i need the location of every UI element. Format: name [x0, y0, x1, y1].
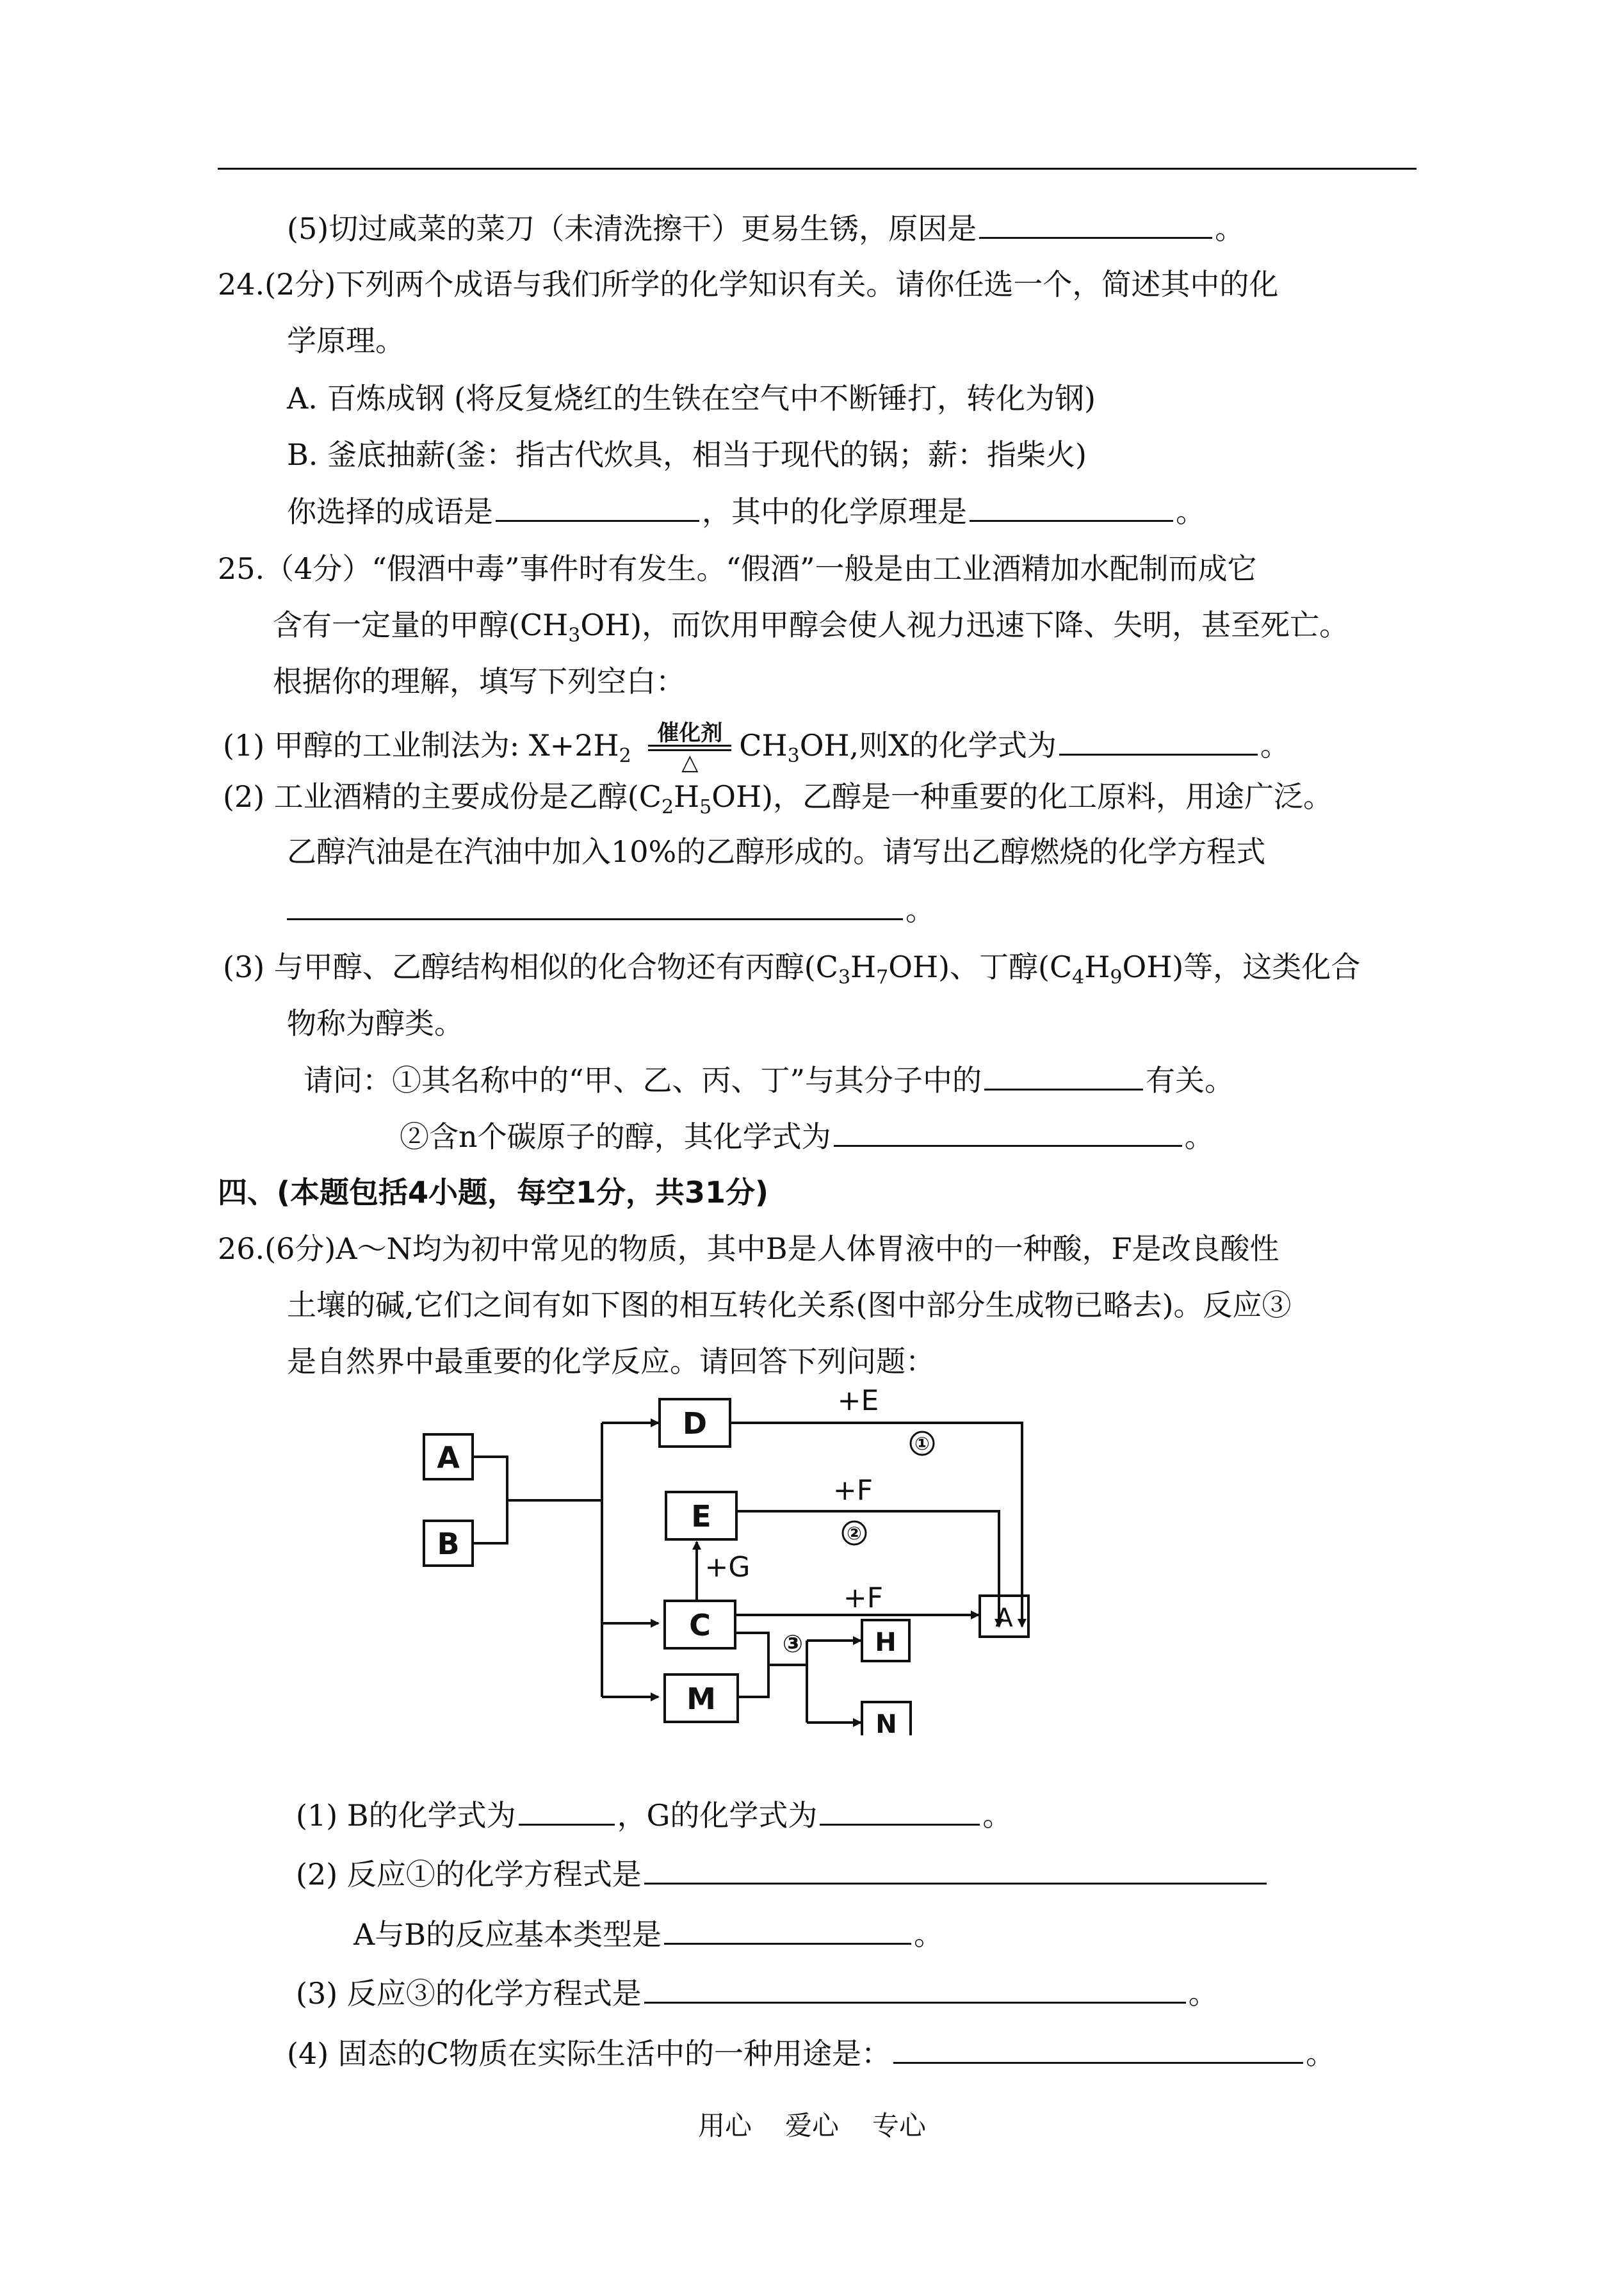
q25-part2-line1: (2) 工业酒精的主要成份是乙醇$(C_2H_5OH)$，乙醇是一种重要的化工原料，用途广泛。: [223, 779, 1333, 818]
label-e: E: [691, 1499, 711, 1534]
q25-stem-line2: 含有一定量的甲醇$(CH_3OH)$，而饮用甲醇会使人视力迅速下降、失明，甚至死亡。: [273, 608, 1349, 647]
q26-part3: (3) 反应③的化学方程式是 。: [296, 1972, 1218, 2013]
q25-stem-line3: 根据你的理解，填写下列空白：: [273, 664, 685, 699]
label-n: N: [875, 1710, 897, 1735]
label-reaction-1: ①: [914, 1433, 930, 1454]
reaction-flow-diagram: [410, 1377, 1050, 1735]
q24-stem-line2: 学原理。: [287, 323, 405, 358]
label-a-left: A: [437, 1440, 460, 1475]
q25-part3-question1: 请问：①其名称中的“甲、乙、丙、丁”与其分子中的 有关。: [304, 1059, 1234, 1100]
q25-part3-line2: 物称为醇类。: [287, 1006, 464, 1041]
q24-principle-blank[interactable]: [970, 491, 1173, 522]
label-h: H: [875, 1628, 897, 1657]
q25-part3-line1: (3) 与甲醇、乙醇结构相似的化合物还有丙醇$(C_3H_7OH)$、丁醇$(C_4H_9OH)$等，这类化合: [223, 950, 1361, 989]
label-d: D: [682, 1406, 708, 1441]
label-plus-g: +G: [704, 1551, 751, 1584]
q24-option-b: B. 釜底抽薪(釜：指古代炊具，相当于现代的锅；薪：指柴火): [287, 437, 1087, 472]
q24-answer-line: 你选择的成语是 ，其中的化学原理是 。: [287, 491, 1205, 531]
label-plus-f2: +F: [843, 1582, 884, 1614]
q26-part2-line2: A与B的反应基本类型是 。: [353, 1913, 943, 1954]
q25-part3-question2: ②含n个碳原子的醇，其化学式为 。: [400, 1115, 1214, 1156]
label-b: B: [437, 1527, 460, 1561]
q26-part1: (1) B的化学式为 ，G的化学式为 。: [296, 1794, 1012, 1835]
q26-part2-line1: (2) 反应①的化学方程式是: [296, 1853, 1269, 1894]
q26-part4: (4) 固态的C物质在实际生活中的一种用途是： 。: [287, 2032, 1335, 2073]
q25-name-relation-blank[interactable]: [984, 1059, 1143, 1091]
ab-bracket: [473, 1457, 507, 1543]
q24-idiom-blank[interactable]: [496, 491, 699, 522]
q26-g-formula-blank[interactable]: [820, 1794, 980, 1826]
q25-part2-line2: 乙醇汽油是在汽油中加入10%的乙醇形成的。请写出乙醇燃烧的化学方程式: [287, 834, 1266, 869]
label-plus-f1: +F: [832, 1474, 873, 1507]
page-footer: 用心 爱心 专心: [697, 2110, 927, 2141]
q23-blank[interactable]: [979, 207, 1212, 239]
label-c: C: [689, 1608, 711, 1642]
label-reaction-3: ③: [782, 1630, 804, 1658]
q26-c-use-blank[interactable]: [893, 2032, 1303, 2064]
q25-part1: (1) 甲醇的工业制法为: $X+2H_2$ 催化剂 △ $CH_3OH$,则X的化学式为 。: [223, 720, 1290, 775]
label-plus-e: +E: [837, 1384, 879, 1417]
q26-stem-line2: 土壤的碱,它们之间有如下图的相互转化关系(图中部分生成物已略去)。反应③: [287, 1288, 1292, 1322]
q23-part5: (5)切过咸菜的菜刀（未清洗擦干）更易生锈，原因是 。: [287, 207, 1244, 248]
label-reaction-2: ②: [847, 1523, 862, 1544]
label-m: M: [686, 1682, 716, 1716]
q25-stem-line1: 25.（4分）“假酒中毒”事件时有发生。“假酒”一般是由工业酒精加水配制而成它: [218, 551, 1257, 586]
section4-heading: 四、(本题包括4小题，每空1分，共31分): [218, 1175, 769, 1210]
q25-part2-line3: 。: [287, 889, 935, 930]
q26-reaction1-equation-blank[interactable]: [644, 1853, 1267, 1885]
q26-stem-line3: 是自然界中最重要的化学反应。请回答下列问题：: [287, 1344, 935, 1379]
header-rule: [218, 168, 1417, 170]
q24-option-a: A. 百炼成钢 (将反复烧红的生铁在空气中不断锤打，转化为钢): [287, 381, 1096, 416]
q26-reaction-type-blank[interactable]: [664, 1913, 911, 1945]
q26-stem-line1: 26.(6分)A～N均为初中常见的物质，其中B是人体胃液中的一种酸，F是改良酸性: [218, 1231, 1279, 1266]
q26-b-formula-blank[interactable]: [519, 1794, 615, 1826]
q25-alcohol-formula-blank[interactable]: [834, 1115, 1182, 1147]
q25-ethanol-equation-blank[interactable]: [287, 889, 903, 920]
q26-reaction3-equation-blank[interactable]: [644, 1972, 1186, 2004]
q24-stem-line1: 24.(2分)下列两个成语与我们所学的化学知识有关。请你任选一个，简述其中的化: [218, 267, 1279, 302]
cm-bracket: [735, 1633, 768, 1697]
label-a-right: A: [995, 1603, 1013, 1633]
q25-x-formula-blank[interactable]: [1059, 724, 1258, 756]
reaction-condition: 催化剂 △: [648, 722, 731, 774]
